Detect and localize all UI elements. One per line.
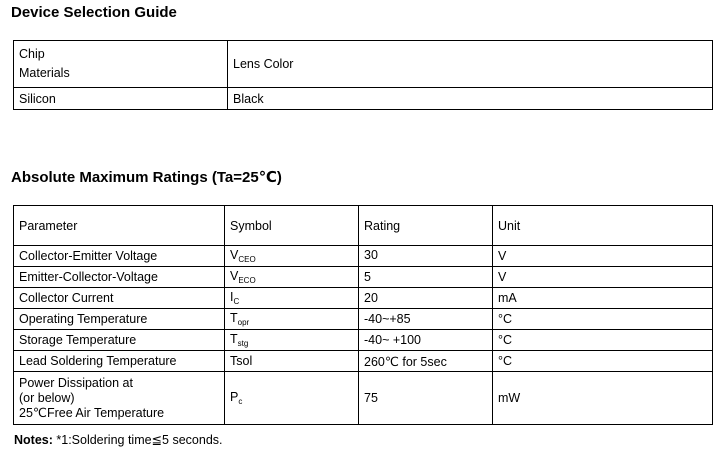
parameter-cell: Collector-Emitter Voltage bbox=[14, 246, 225, 267]
ratings-table bbox=[13, 205, 713, 425]
table-header-row bbox=[14, 206, 713, 246]
parameter-header: Parameter bbox=[14, 206, 225, 246]
symbol-sub: ECO bbox=[238, 276, 256, 285]
rating-cell: -40~+85 bbox=[359, 309, 493, 330]
table-row bbox=[14, 267, 713, 288]
symbol-cell bbox=[225, 288, 359, 309]
notes bbox=[14, 432, 223, 447]
absolute-max-ratings-title: Absolute Maximum Ratings (Ta=25℃) bbox=[11, 169, 282, 186]
symbol-cell bbox=[225, 330, 359, 351]
symbol-sub: C bbox=[233, 297, 240, 306]
chip-materials-header bbox=[14, 41, 228, 88]
chip-header-line1: Chip bbox=[19, 47, 45, 61]
symbol-main: T bbox=[230, 332, 238, 346]
unit-cell: mW bbox=[493, 372, 713, 425]
symbol-main: P bbox=[230, 390, 239, 404]
rating-cell: 75 bbox=[359, 372, 493, 425]
symbol-main: V bbox=[230, 248, 239, 262]
rating-cell: 30 bbox=[359, 246, 493, 267]
unit-cell: °C bbox=[493, 330, 713, 351]
lens-cell: Black bbox=[228, 88, 713, 110]
parameter-cell: Collector Current bbox=[14, 288, 225, 309]
symbol-header: Symbol bbox=[225, 206, 359, 246]
symbol-sub: CEO bbox=[238, 255, 256, 264]
symbol-cell bbox=[225, 267, 359, 288]
lens-color-header: Lens Color bbox=[228, 41, 713, 88]
rating-cell: 5 bbox=[359, 267, 493, 288]
symbol-main: I bbox=[230, 290, 234, 304]
unit-cell: mA bbox=[493, 288, 713, 309]
rating-cell: 260℃ for 5sec bbox=[359, 351, 493, 372]
symbol-main: T bbox=[230, 311, 238, 325]
table-row bbox=[14, 309, 713, 330]
unit-cell: V bbox=[493, 246, 713, 267]
symbol-sub: c bbox=[238, 397, 243, 406]
symbol-cell bbox=[225, 246, 359, 267]
symbol-main: Tsol bbox=[230, 354, 253, 368]
symbol-main: V bbox=[230, 269, 239, 283]
power-line1: Power Dissipation at bbox=[19, 375, 133, 390]
unit-cell: °C bbox=[493, 351, 713, 372]
parameter-cell: Storage Temperature bbox=[14, 330, 225, 351]
power-line2: (or below) bbox=[19, 390, 75, 405]
chip-cell: Silicon bbox=[14, 88, 228, 110]
table-row bbox=[14, 351, 713, 372]
symbol-cell bbox=[225, 351, 359, 372]
parameter-cell: Emitter-Collector-Voltage bbox=[14, 267, 225, 288]
symbol-sub: opr bbox=[237, 318, 250, 327]
rating-header: Rating bbox=[359, 206, 493, 246]
rating-cell: 20 bbox=[359, 288, 493, 309]
unit-header: Unit bbox=[493, 206, 713, 246]
parameter-cell: Lead Soldering Temperature bbox=[14, 351, 225, 372]
table-row bbox=[14, 288, 713, 309]
chip-header-line2: Materials bbox=[19, 66, 70, 80]
table-row bbox=[14, 246, 713, 267]
device-selection-title: Device Selection Guide bbox=[11, 4, 177, 21]
symbol-cell bbox=[225, 372, 359, 425]
rating-cell: -40~ +100 bbox=[359, 330, 493, 351]
table-header-row bbox=[14, 41, 713, 88]
unit-cell: V bbox=[493, 267, 713, 288]
unit-cell: °C bbox=[493, 309, 713, 330]
notes-label: Notes: bbox=[14, 433, 53, 447]
symbol-cell bbox=[225, 309, 359, 330]
symbol-sub: stg bbox=[237, 339, 249, 348]
table-row bbox=[14, 88, 713, 110]
table-row bbox=[14, 330, 713, 351]
parameter-cell: Operating Temperature bbox=[14, 309, 225, 330]
power-line3: 25℃Free Air Temperature bbox=[19, 405, 165, 420]
table-row bbox=[14, 372, 713, 425]
parameter-cell bbox=[14, 372, 225, 425]
notes-text: *1:Soldering time≦5 seconds. bbox=[52, 433, 223, 447]
device-selection-table bbox=[13, 40, 713, 110]
